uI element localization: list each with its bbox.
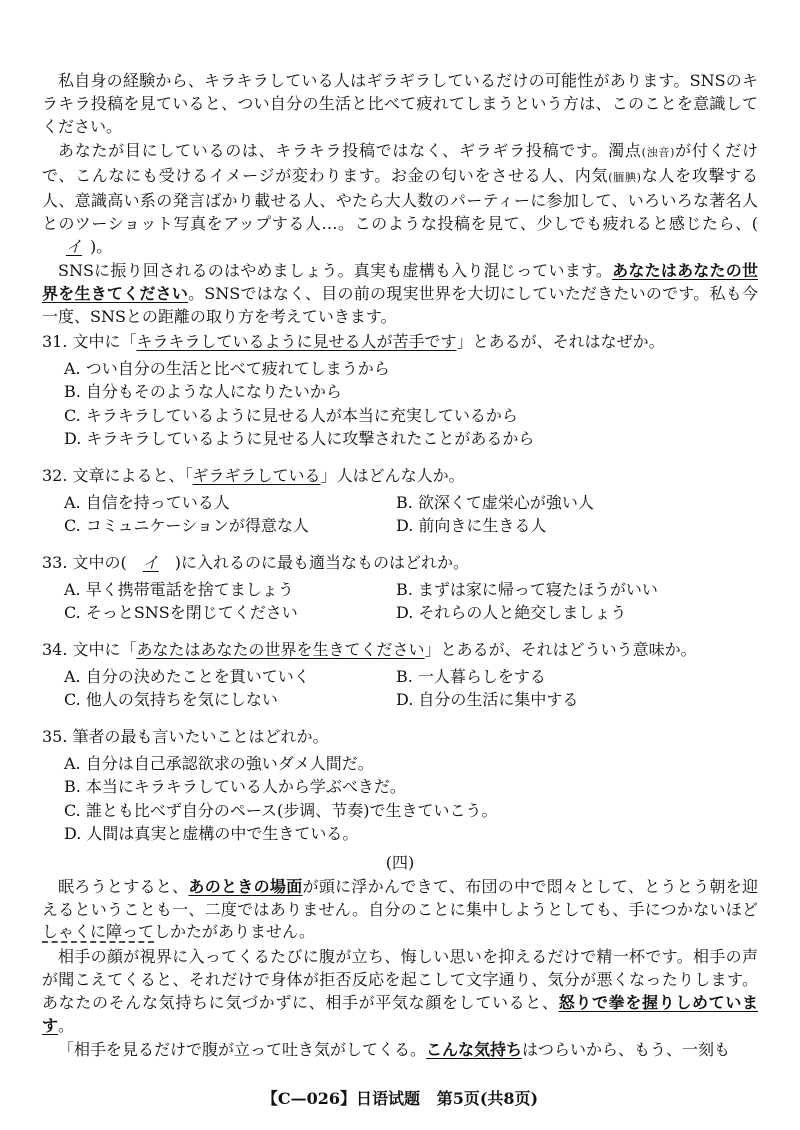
options (42, 665, 758, 712)
question-stem (42, 639, 758, 661)
passage-paragraph-3 (42, 1039, 758, 1062)
stem-suffix: 」とあるが、それはどういう意味か。 (424, 639, 697, 659)
text-span: はつらいから、もう、一刻も (522, 1040, 731, 1060)
stem-blank: イ (142, 552, 159, 572)
text-span: 「相手を見るだけで腹が立って吐き気がしてくる。 (58, 1040, 427, 1060)
passage-paragraph-2 (42, 946, 758, 1037)
question-stem (42, 331, 758, 353)
page-number: 第5页(共8页) (436, 1089, 539, 1108)
stem-suffix: 」人はどんな人か。 (320, 465, 465, 485)
bold-underlined-phrase: あなたはあなたの世界を生きてください (42, 261, 758, 304)
option-d[interactable]: D. キラキラしているように見せる人に攻撃されたことがあるから (64, 429, 535, 449)
question-31 (42, 331, 758, 451)
option-d[interactable]: D. それらの人と絶交しましょう (396, 603, 627, 623)
stem-prefix: 31. 文中に「 (42, 331, 137, 351)
text-span: 。 (58, 1015, 75, 1035)
options (42, 357, 758, 451)
text-span: しかたがありません。 (154, 922, 315, 942)
option-a[interactable]: A. 早く携帯電話を捨てましょう (64, 579, 294, 599)
text-span: 。 (96, 236, 113, 256)
exam-code: 【C—026】 (261, 1089, 356, 1108)
options (42, 752, 758, 846)
question-32 (42, 465, 758, 538)
stem-quote: キラキラしているように見せる人が苦手です (136, 331, 457, 351)
option-a[interactable]: A. 自分は自己承認欲求の強いダメ人間だ。 (64, 753, 374, 773)
question-stem: 35. 筆者の最も言いたいことはどれか。 (42, 726, 329, 746)
question-34 (42, 639, 758, 712)
bold-underlined-phrase: こんな気持ち (426, 1040, 523, 1060)
text-span: が頭に浮かんできて、布団の中で悶々として、とうとう朝を迎えるということも一、二度ではありません。自分のことに集中しようとしても、手につかないほど (42, 876, 758, 919)
option-c[interactable]: C. 他人の気持ちを気にしない (64, 690, 278, 710)
section-heading: (四) (385, 852, 415, 872)
text-span: が付くだけで、こんなにも受けるイメージが変わります。お金の匂いをさせる人、内気 (42, 141, 758, 186)
stem-prefix: 34. 文中に「 (42, 639, 137, 659)
stem-suffix: 」とあるが、それはなぜか。 (456, 331, 665, 351)
text-span: な人を攻撃する人、意識高い系の発言ばかり載せる人、やたら大人数のパーティーに参加して、いろいろな著名人とのツーショット写真をアップする人…。このような投稿を見て、少しでも疲れると感じたら、 (42, 166, 758, 233)
options (42, 578, 758, 625)
option-b[interactable]: B. 欲深くて虚栄心が強い人 (396, 492, 594, 512)
passage-paragraph-1: 私自身の経験から、キラキラしている人はギラギラしているだけの可能性があります。SNSのキラキラ投稿を見ていると、つい自分の生活と比べて疲れてしまうという方は、このことを意識してください。 (42, 71, 758, 136)
option-a[interactable]: A. つい自分の生活と比べて疲れてしまうから (64, 358, 390, 378)
question-stem (42, 465, 758, 487)
text-span: 。SNSではなく、目の前の現実世界を大切にしていただきたいのです。私も今一度、SNSとの距離の取り方を考えていきます。 (42, 284, 758, 326)
text-span: SNSに振り回されるのはやめましょう。真実も虚構も入り混じっています。 (58, 261, 613, 281)
text-span: 相手の顔が視界に入ってくるたびに腹が立ち、悔しい思いを抑えるだけで精一杯です。相手の声が聞こえてくると、それだけで身体が拒否反応を起こして文字通り、気分が悪くなったりします。あなたのそんな気持ちに気づかずに、相手が平気な顔をしていると、 (42, 947, 758, 1012)
passage-paragraph-3 (42, 260, 758, 328)
option-c[interactable]: C. 誰とも比べず自分のペース(步调、节奏)で生きていこう。 (64, 800, 498, 820)
option-b[interactable]: B. 一人暮らしをする (396, 666, 546, 686)
option-b[interactable]: B. 本当にキラキラしている人から学ぶべきだ。 (64, 777, 406, 797)
stem-quote: ギラギラしている (192, 465, 321, 485)
text-span: 眠ろうとすると、 (58, 876, 189, 896)
option-c[interactable]: C. そっとSNSを閉じてください (64, 603, 298, 623)
options (42, 491, 758, 538)
option-d[interactable]: D. 前向きに生きる人 (396, 516, 547, 536)
blank-i: イ (65, 236, 82, 256)
stem-prefix: 33. 文中の( (42, 552, 127, 572)
bold-underlined-phrase: 怒りで拳を握りしめています (42, 992, 758, 1035)
dashed-underlined-phrase: しゃくに障って (42, 922, 155, 942)
question-35 (42, 726, 758, 846)
page-footer (0, 1086, 800, 1109)
option-c[interactable]: C. キラキラしているように見せる人が本当に充実しているから (64, 405, 518, 425)
stem-prefix: 32. 文章によると、「 (42, 465, 193, 485)
option-c[interactable]: C. コミュニケーションが得意な人 (64, 516, 309, 536)
bold-underlined-phrase: あのときの場面 (188, 876, 303, 896)
passage-4 (42, 876, 758, 1062)
option-a[interactable]: A. 自分の決めたことを貫いていく (64, 666, 310, 686)
option-a[interactable]: A. 自信を持っている人 (64, 492, 230, 512)
exam-subject: 日语试题 (355, 1089, 420, 1108)
question-33 (42, 552, 758, 625)
passage-3 (42, 70, 758, 329)
question-stem (42, 552, 758, 574)
option-d[interactable]: D. 自分の生活に集中する (396, 690, 579, 710)
gloss-note: (腼腆) (608, 171, 641, 185)
text-span: あなたが目にしているのは、キラキラ投稿ではなく、ギラギラ投稿です。濁点 (58, 141, 642, 161)
option-b[interactable]: B. 自分もそのような人になりたいから (64, 382, 342, 402)
gloss-note: (浊音) (641, 146, 675, 160)
option-d[interactable]: D. 人間は真実と虚構の中で生きている。 (64, 824, 359, 844)
passage-paragraph-2: あなたが目にしているのは、キラキラ投稿ではなく、ギラギラ投稿です。濁点(浊音)が付くだけで、こんなにも受けるイメージが変わります。お金の匂いをさせる人、内気(腼腆)な人を攻撃する人、意識高い系の発言ばかり載せる人、やたら大人数のパーティーに参加して、いろいろな著名人とのツーショット写真をアップする人…。このような投稿を見て、少しでも疲れると感じたら、(イ )。 (42, 140, 758, 258)
option-b[interactable]: B. まずは家に帰って寝たほうがいい (396, 579, 658, 599)
stem-quote: あなたはあなたの世界を生きてください (136, 639, 425, 659)
passage-paragraph-1 (42, 876, 758, 944)
stem-suffix: )に入れるのに最も適当なものはどれか。 (174, 552, 470, 572)
